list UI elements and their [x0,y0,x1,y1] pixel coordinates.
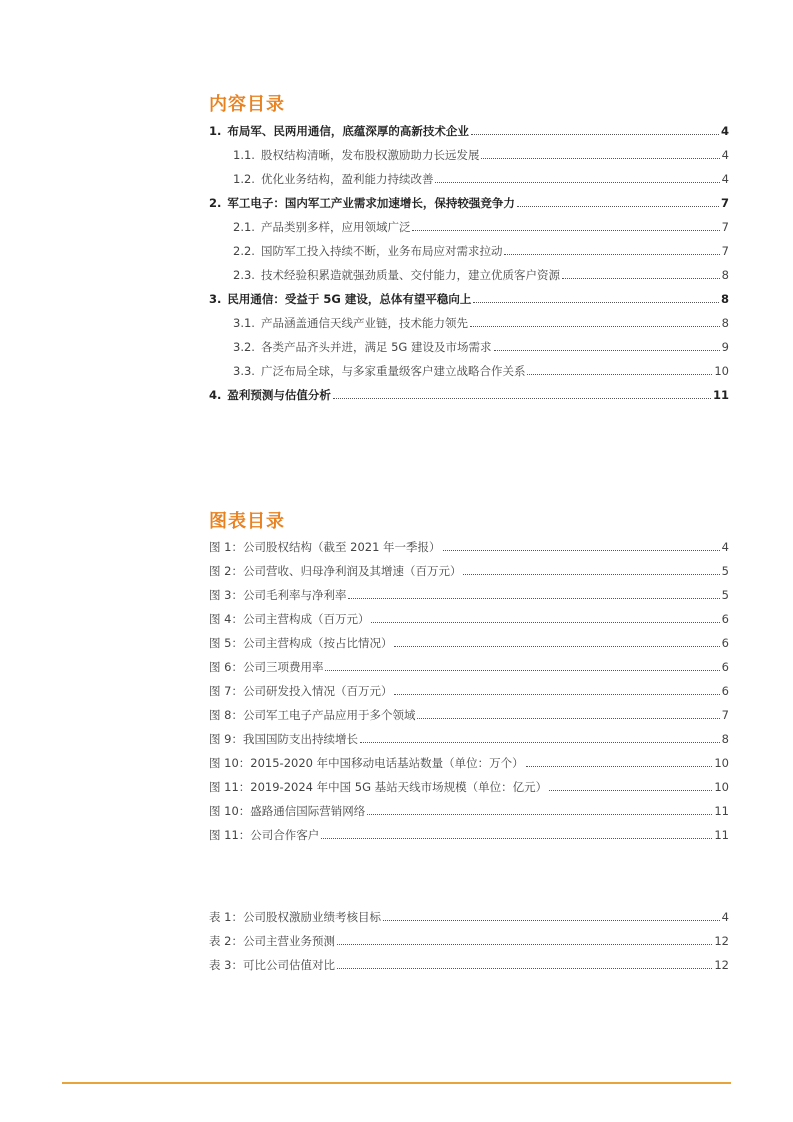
figure-entry-page: 10 [714,780,729,794]
toc-entry[interactable] [209,171,729,187]
figure-entry[interactable] [209,755,729,771]
figure-entry-page: 11 [714,828,729,842]
figure-entry-title: 图 3：公司毛利率与净利率 [209,588,347,602]
figure-entry-title: 图 11：公司合作客户 [209,828,320,842]
toc-entry-title: 产品涵盖通信天线产业链，技术能力领先 [260,316,468,330]
table-entry-page: 12 [714,934,729,948]
table-entry[interactable] [209,933,729,949]
dot-leader [463,574,719,575]
dot-leader [494,350,720,351]
toc-entry-number: 3. [209,292,222,306]
figure-entry-page: 6 [721,612,729,626]
figure-entry[interactable] [209,683,729,699]
figure-entry-title: 图 10：2015-2020 年中国移动电话基站数量（单位：万个） [209,756,524,770]
toc-entry-number: 2.1. [233,220,255,234]
dot-leader [504,254,719,255]
toc-entry[interactable] [209,339,729,355]
toc-entry-page: 4 [721,172,729,186]
toc-entry-title: 技术经验积累造就强劲质量、交付能力，建立优质客户资源 [260,268,560,282]
figure-entry-page: 6 [721,660,729,674]
dot-leader [367,814,712,815]
toc-entry-page: 8 [720,292,729,306]
figure-entry[interactable] [209,563,729,579]
figure-entry-title: 图 9：我国国防支出持续增长 [209,732,358,746]
toc-entry-page: 11 [712,388,729,402]
toc-entry[interactable] [209,243,729,259]
toc-entry-page: 10 [714,364,729,378]
toc-entry-title: 股权结构清晰，发布股权激励助力长远发展 [260,148,480,162]
toc-entry-page: 4 [720,124,729,138]
toc-entry-title: 各类产品齐头并进，满足 5G 建设及市场需求 [260,340,492,354]
table-entry[interactable] [209,909,729,925]
table-entry-title: 表 3：可比公司估值对比 [209,958,335,972]
dot-leader [394,694,719,695]
figure-entry-page: 4 [721,540,729,554]
footer-divider [62,1082,731,1084]
toc-entry[interactable] [209,123,729,139]
toc-entry[interactable] [209,363,729,379]
figure-entry-page: 11 [714,804,729,818]
toc-entry-title: 产品类别多样，应用领域广泛 [260,220,411,234]
toc-entry-page: 7 [721,244,729,258]
toc-entry[interactable] [209,387,729,403]
figure-entry-page: 5 [721,588,729,602]
figure-entry-page: 6 [721,684,729,698]
dot-leader [443,550,720,551]
toc-entry-number: 3.1. [233,316,255,330]
toc-entry-page: 7 [720,196,729,210]
toc-entry-page: 7 [721,220,729,234]
dot-leader [562,278,720,279]
toc-entry-title: 军工电子：国内军工产业需求加速增长，保持较强竞争力 [227,196,515,210]
toc-entry-page: 8 [721,268,729,282]
dot-leader [333,398,711,399]
figure-entry[interactable] [209,587,729,603]
figure-entry[interactable] [209,731,729,747]
figure-entry[interactable] [209,803,729,819]
toc-entry-page: 4 [721,148,729,162]
dot-leader [471,134,719,135]
figure-entry[interactable] [209,827,729,843]
toc-entry[interactable] [209,315,729,331]
figure-entry[interactable] [209,659,729,675]
toc-entry-title: 国防军工投入持续不断，业务布局应对需求拉动 [260,244,503,258]
figure-entry[interactable] [209,539,729,555]
toc-entry-page: 9 [721,340,729,354]
figure-entry[interactable] [209,635,729,651]
dot-leader [470,326,720,327]
dot-leader [517,206,719,207]
toc-entry[interactable] [209,219,729,235]
figure-entry-title: 图 11：2019-2024 年中国 5G 基站天线市场规模（单位：亿元） [209,780,548,794]
figure-entry-title: 图 2：公司营收、归母净利润及其增速（百万元） [209,564,462,578]
dot-leader [527,374,712,375]
toc-entry-number: 1. [209,124,222,138]
figures-heading: 图表目录 [209,511,285,532]
dot-leader [371,622,719,623]
table-entry-title: 表 1：公司股权激励业绩考核目标 [209,910,381,924]
toc-entry-title: 广泛布局全球，与多家重量级客户建立战略合作关系 [260,364,526,378]
table-entry-page: 4 [721,910,729,924]
toc-entry-number: 1.1. [233,148,255,162]
dot-leader [473,302,719,303]
dot-leader [321,838,712,839]
dot-leader [549,790,712,791]
toc-entry-number: 1.2. [233,172,255,186]
figure-entry-title: 图 8：公司军工电子产品应用于多个领域 [209,708,416,722]
dot-leader [383,920,720,921]
table-entry-page: 12 [714,958,729,972]
figure-entry-title: 图 4：公司主营构成（百万元） [209,612,370,626]
toc-entry-page: 8 [721,316,729,330]
toc-entry-number: 2. [209,196,222,210]
dot-leader [325,670,719,671]
figure-entry-page: 7 [721,708,729,722]
figure-entry-page: 6 [721,636,729,650]
toc-entry-title: 布局军、民两用通信，底蕴深厚的高新技术企业 [227,124,469,138]
toc-entry-title: 盈利预测与估值分析 [227,388,331,402]
toc-entry-number: 2.2. [233,244,255,258]
table-entry[interactable] [209,957,729,973]
figure-entry-page: 10 [714,756,729,770]
figure-entry-title: 图 7：公司研发投入情况（百万元） [209,684,393,698]
dot-leader [481,158,719,159]
figure-entry-title: 图 5：公司主营构成（按占比情况） [209,636,393,650]
dot-leader [412,230,719,231]
dot-leader [360,742,720,743]
toc-entry-number: 3.2. [233,340,255,354]
figure-entry-page: 8 [721,732,729,746]
figure-entry-title: 图 10：盛路通信国际营销网络 [209,804,366,818]
dot-leader [526,766,713,767]
figure-entry[interactable] [209,707,729,723]
figure-entry[interactable] [209,779,729,795]
table-entry-title: 表 2：公司主营业务预测 [209,934,335,948]
toc-entry-number: 2.3. [233,268,255,282]
figure-entry-page: 5 [721,564,729,578]
toc-entry-number: 4. [209,388,222,402]
toc-entry[interactable] [209,195,729,211]
toc-entry[interactable] [209,147,729,163]
toc-entry[interactable] [209,291,729,307]
dot-leader [337,944,712,945]
dot-leader [337,968,712,969]
figure-entry[interactable] [209,611,729,627]
toc-entry-title: 优化业务结构，盈利能力持续改善 [260,172,434,186]
toc-entry[interactable] [209,267,729,283]
dot-leader [435,182,719,183]
toc-entry-number: 3.3. [233,364,255,378]
figure-entry-title: 图 1：公司股权结构（截至 2021 年一季报） [209,540,441,554]
figure-entry-title: 图 6：公司三项费用率 [209,660,324,674]
dot-leader [348,598,719,599]
dot-leader [417,718,719,719]
contents-heading: 内容目录 [209,94,285,115]
toc-entry-title: 民用通信：受益于 5G 建设，总体有望平稳向上 [227,292,472,306]
dot-leader [394,646,719,647]
